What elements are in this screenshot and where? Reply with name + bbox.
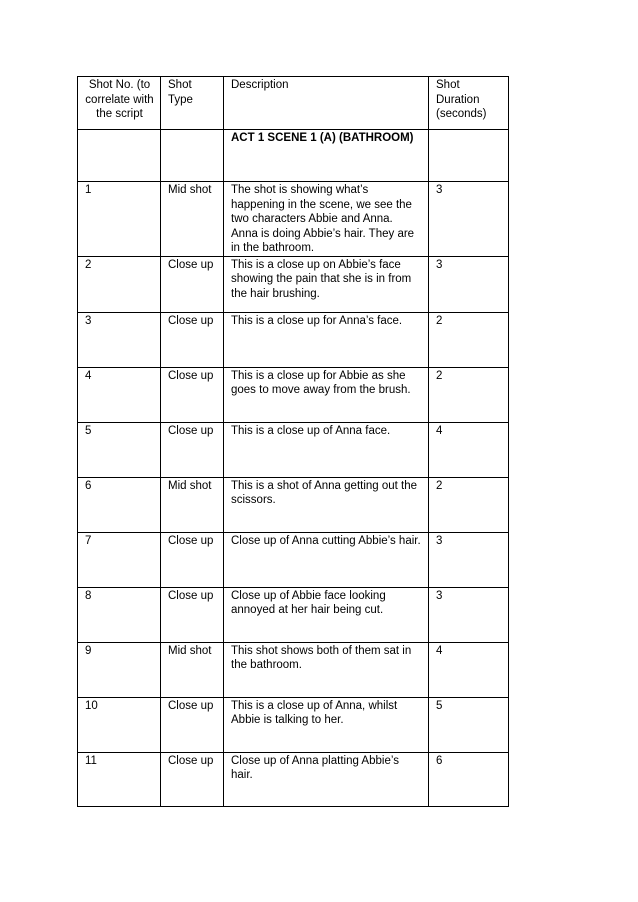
scene-heading: ACT 1 SCENE 1 (A) (BATHROOM) <box>224 130 429 182</box>
description-cell: Close up of Anna platting Abbie’s hair. <box>224 752 429 806</box>
duration-cell: 3 <box>429 256 509 312</box>
table-row <box>78 642 509 697</box>
table-row <box>78 532 509 587</box>
description-cell: Close up of Abbie face looking annoyed at her hair being cut. <box>224 587 429 642</box>
table-row <box>78 587 509 642</box>
shot-type-cell: Mid shot <box>161 642 224 697</box>
shot-type-cell: Mid shot <box>161 477 224 532</box>
duration-cell: 2 <box>429 367 509 422</box>
shot-no-cell: 10 <box>78 697 161 752</box>
shot-no-cell: 3 <box>78 312 161 367</box>
empty-cell <box>78 130 161 182</box>
shot-no-cell: 6 <box>78 477 161 532</box>
duration-cell: 2 <box>429 477 509 532</box>
description-cell: This shot shows both of them sat in the bathroom. <box>224 642 429 697</box>
table-row <box>78 697 509 752</box>
table-row <box>78 422 509 477</box>
description-cell: This is a close up of Anna face. <box>224 422 429 477</box>
description-cell: This is a close up of Anna, whilst Abbie is talking to her. <box>224 697 429 752</box>
shot-type-cell: Close up <box>161 256 224 312</box>
header-row <box>78 77 509 130</box>
shot-type-cell: Close up <box>161 367 224 422</box>
description-cell: This is a shot of Anna getting out the scissors. <box>224 477 429 532</box>
duration-cell: 4 <box>429 642 509 697</box>
duration-cell: 3 <box>429 587 509 642</box>
duration-cell: 6 <box>429 752 509 806</box>
shot-type-cell: Close up <box>161 422 224 477</box>
empty-cell <box>429 130 509 182</box>
header-description: Description <box>224 77 429 130</box>
shot-type-cell: Close up <box>161 697 224 752</box>
description-cell: The shot is showing what’s happening in the scene, we see the two characters Abbie and Anna. Anna is doing Abbie’s hair. They are in the bathroom. <box>224 182 429 257</box>
description-cell: Close up of Anna cutting Abbie’s hair. <box>224 532 429 587</box>
table-row <box>78 182 509 257</box>
description-cell: This is a close up for Abbie as she goes to move away from the brush. <box>224 367 429 422</box>
scene-heading-row <box>78 130 509 182</box>
shot-no-cell: 4 <box>78 367 161 422</box>
description-cell: This is a close up for Anna’s face. <box>224 312 429 367</box>
shot-type-cell: Close up <box>161 312 224 367</box>
shot-no-cell: 2 <box>78 256 161 312</box>
duration-cell: 5 <box>429 697 509 752</box>
shot-type-cell: Close up <box>161 587 224 642</box>
shot-type-cell: Close up <box>161 532 224 587</box>
description-cell: This is a close up on Abbie’s face showing the pain that she is in from the hair brushing. <box>224 256 429 312</box>
table-row <box>78 752 509 806</box>
duration-cell: 3 <box>429 532 509 587</box>
header-shot-no: Shot No. (to correlate with the script <box>78 77 161 130</box>
shot-type-cell: Mid shot <box>161 182 224 257</box>
table-row <box>78 477 509 532</box>
table-row <box>78 256 509 312</box>
shot-no-cell: 9 <box>78 642 161 697</box>
empty-cell <box>161 130 224 182</box>
header-shot-type: Shot Type <box>161 77 224 130</box>
header-duration: Shot Duration (seconds) <box>429 77 509 130</box>
shot-no-cell: 1 <box>78 182 161 257</box>
duration-cell: 3 <box>429 182 509 257</box>
shot-type-cell: Close up <box>161 752 224 806</box>
shot-no-cell: 8 <box>78 587 161 642</box>
shot-list-table <box>77 76 509 807</box>
duration-cell: 2 <box>429 312 509 367</box>
duration-cell: 4 <box>429 422 509 477</box>
shot-no-cell: 11 <box>78 752 161 806</box>
table-row <box>78 312 509 367</box>
shot-no-cell: 7 <box>78 532 161 587</box>
shot-no-cell: 5 <box>78 422 161 477</box>
table-row <box>78 367 509 422</box>
